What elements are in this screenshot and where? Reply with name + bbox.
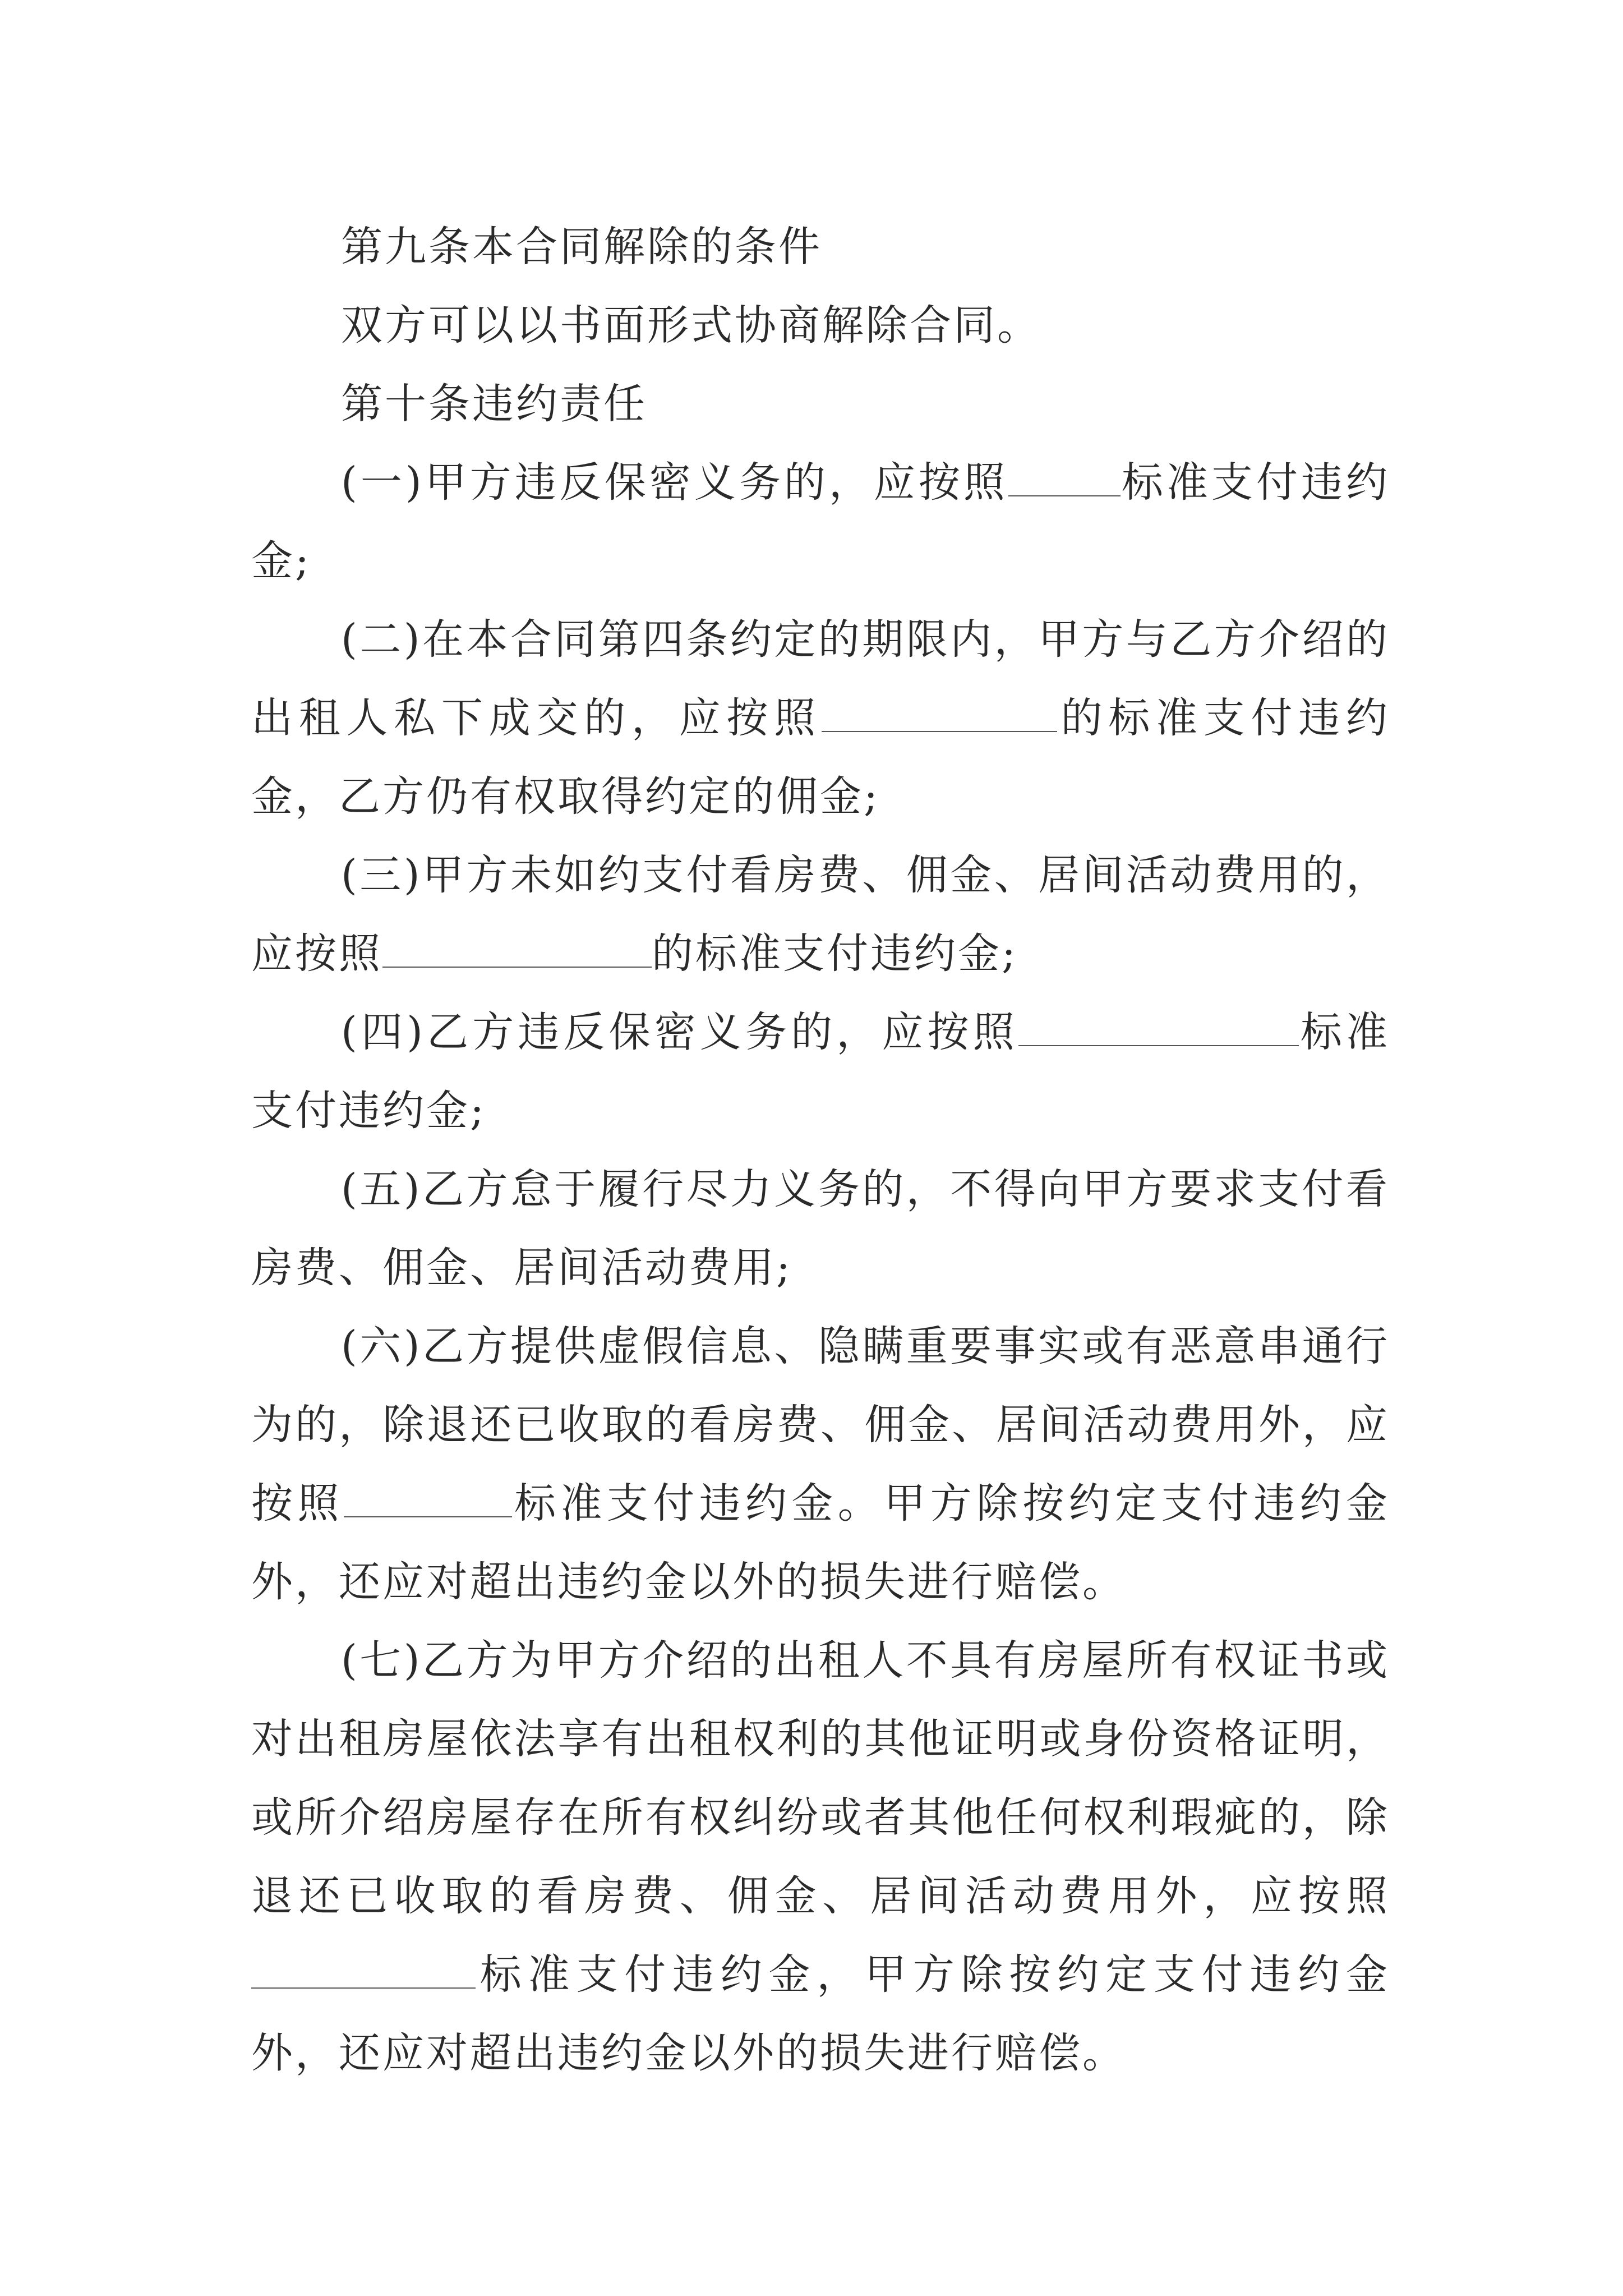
clause-2: (二)在本合同第四条约定的期限内，甲方与乙方介绍的出租人私下成交的，应按照 的标准支付违约金，乙方仍有权取得约定的佣金; bbox=[251, 615, 1390, 821]
clause-1: (一)甲方违反保密义务的，应按照 标准支付违约金; bbox=[251, 443, 1390, 600]
document-page bbox=[251, 208, 1390, 2092]
clause-7: (七)乙方为甲方介绍的出租人不具有房屋所有权证书或对出租房屋依法享有出租权利的其他证明或身份资格证明，或所介绍房屋存在所有权纠纷或者其他任何权利瑕疵的，除退还已收取的看房费、佣金、居间活动费用外，应按照标准支付违约金，甲方除按约定支付违约金外，还应对超出违约金以外的损失进行赔偿。 bbox=[251, 1636, 1390, 2077]
fill-blank[interactable] bbox=[1018, 1004, 1299, 1046]
clause-6: (六)乙方提供虚假信息、隐瞒重要事实或有恶意串通行为的，除退还已收取的看房费、佣金、居间活动费用外，应按照 标准支付违约金。甲方除按约定支付违约金外，还应对超出违约金以外的损失进行赔偿。 bbox=[251, 1322, 1390, 1606]
clause-5: (五)乙方怠于履行尽力义务的，不得向甲方要求支付看房费、佣金、居间活动费用; bbox=[251, 1165, 1390, 1292]
fill-blank[interactable] bbox=[1008, 454, 1121, 496]
fill-blank[interactable] bbox=[822, 689, 1057, 732]
clause-3: (三)甲方未如约支付看房费、佣金、居间活动费用的，应按照 的标准支付违约金; bbox=[251, 851, 1390, 978]
fill-blank[interactable] bbox=[344, 1475, 512, 1517]
fill-blank[interactable] bbox=[382, 925, 652, 968]
clause-4: (四)乙方违反保密义务的，应按照 标准支付违约金; bbox=[251, 993, 1390, 1150]
article-10-title: 第十条违约责任 bbox=[341, 380, 647, 428]
fill-blank[interactable] bbox=[251, 1946, 476, 1989]
article-9-title: 第九条本合同解除的条件 bbox=[341, 223, 822, 271]
article-9-body: 双方可以以书面形式协商解除合同。 bbox=[341, 301, 1041, 349]
